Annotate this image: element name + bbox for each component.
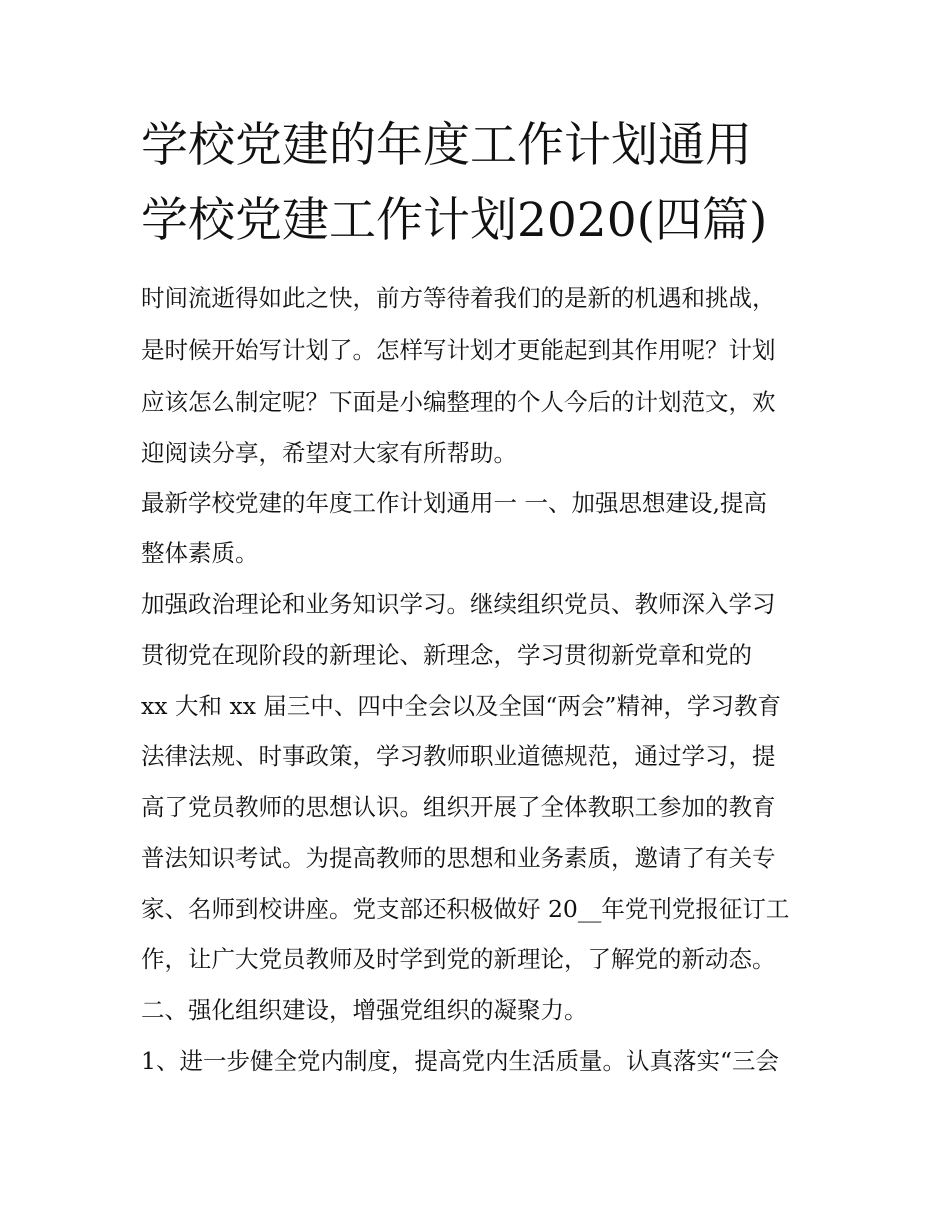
- body-line: 高了党员教师的思想认识。组织开展了全体教职工参加的教育: [141, 793, 776, 821]
- document-title-line-1: 学校党建的年度工作计划通用: [141, 118, 752, 173]
- body-line: 是时候开始写计划了。怎样写计划才更能起到其作用呢？计划: [141, 336, 776, 364]
- body-line: 应该怎么制定呢？下面是小编整理的个人今后的计划范文，欢: [141, 388, 776, 416]
- body-line: 贯彻党在现阶段的新理论、新理念，学习贯彻新党章和党的: [141, 641, 752, 669]
- body-line: 迎阅读分享，希望对大家有所帮助。: [141, 439, 517, 467]
- document-title-line-2: 学校党建工作计划2020(四篇): [141, 193, 768, 248]
- body-line: 加强政治理论和业务知识学习。继续组织党员、教师深入学习: [141, 590, 776, 618]
- body-line: 普法知识考试。为提高教师的思想和业务素质，邀请了有关专: [141, 844, 776, 872]
- body-line: 二、强化组织建设，增强党组织的凝聚力。: [141, 996, 588, 1024]
- body-line: 最新学校党建的年度工作计划通用一 一、加强思想建设,提高: [141, 489, 767, 517]
- body-line: 作，让广大党员教师及时学到党的新理论，了解党的新动态。: [141, 945, 776, 973]
- body-line: 法律法规、时事政策，学习教师职业道德规范，通过学习，提: [141, 742, 776, 770]
- body-line: 整体素质。: [141, 539, 259, 567]
- body-line: 1、进一步健全党内制度，提高党内生活质量。认真落实“三会: [141, 1047, 779, 1075]
- body-line: 家、名师到校讲座。党支部还积极做好 20__年党刊党报征订工: [141, 895, 790, 923]
- body-line: xx 大和 xx 届三中、四中全会以及全国“两会”精神，学习教育: [141, 692, 781, 720]
- body-line: 时间流逝得如此之快，前方等待着我们的是新的机遇和挑战，: [141, 284, 776, 312]
